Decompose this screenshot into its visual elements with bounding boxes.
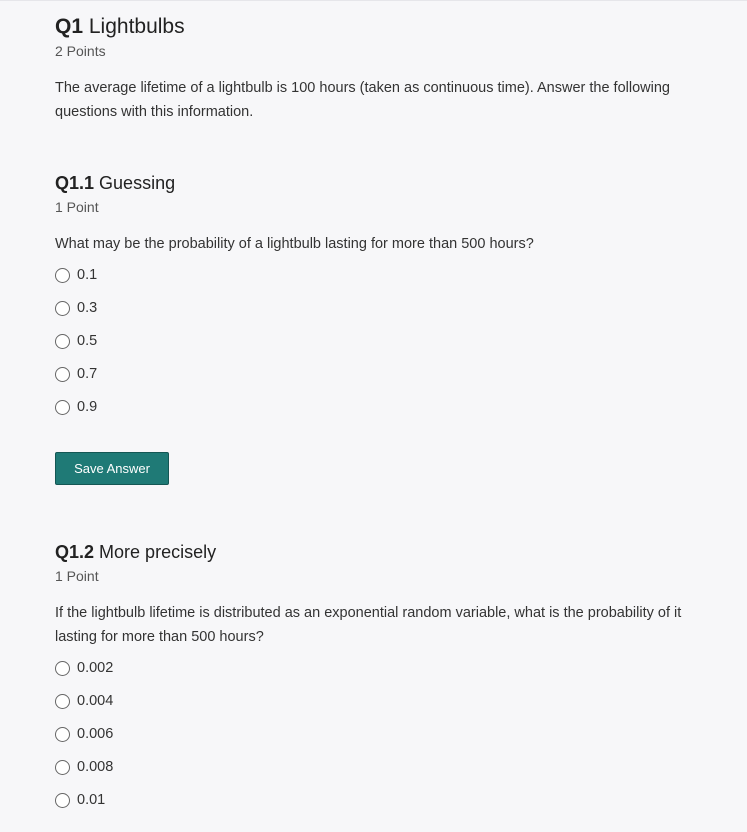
- subquestion-number: Q1.2: [55, 542, 95, 562]
- radio-button[interactable]: [55, 268, 70, 283]
- subquestion-points: 1 Point: [55, 199, 99, 215]
- subquestion-points: 1 Point: [55, 568, 99, 584]
- radio-button[interactable]: [55, 400, 70, 415]
- subquestion-title: [55, 173, 175, 194]
- question-number: Q1: [55, 15, 84, 38]
- subquestion-name: More precisely: [99, 542, 217, 562]
- radio-button[interactable]: [55, 793, 70, 808]
- answer-option-label: 0.002: [77, 660, 114, 676]
- radio-button[interactable]: [55, 727, 70, 742]
- question-title: [55, 15, 185, 39]
- subquestion-prompt: If the lightbulb lifetime is distributed as an exponential random variable, what is the probability of it lasting for more than 500 hours?: [55, 605, 682, 645]
- answer-option[interactable]: [55, 658, 113, 678]
- radio-button[interactable]: [55, 367, 70, 382]
- question-name: Lightbulbs: [88, 15, 185, 38]
- radio-button[interactable]: [55, 301, 70, 316]
- answer-option-label: 0.9: [77, 399, 98, 415]
- answer-option-label: 0.004: [77, 693, 114, 709]
- answer-option[interactable]: [55, 364, 97, 384]
- answer-option-label: 0.008: [77, 759, 114, 775]
- save-answer-button[interactable]: Save Answer: [55, 452, 169, 485]
- radio-button[interactable]: [55, 334, 70, 349]
- answer-option[interactable]: [55, 298, 97, 318]
- answer-option-label: 0.1: [77, 267, 98, 283]
- answer-option[interactable]: [55, 397, 97, 417]
- radio-button[interactable]: [55, 661, 70, 676]
- question-points: 2 Points: [55, 43, 106, 59]
- answer-option-label: 0.3: [77, 300, 98, 316]
- radio-button[interactable]: [55, 694, 70, 709]
- question-description: The average lifetime of a lightbulb is 100 hours (taken as continuous time). Answer the following questions with this information.: [55, 80, 670, 120]
- answer-option-label: 0.5: [77, 333, 98, 349]
- subquestion-prompt: What may be the probability of a lightbulb lasting for more than 500 hours?: [55, 236, 534, 252]
- answer-option[interactable]: [55, 265, 97, 285]
- answer-option[interactable]: [55, 724, 113, 744]
- subquestion-name: Guessing: [99, 173, 176, 193]
- answer-option-label: 0.01: [77, 792, 106, 808]
- answer-option[interactable]: [55, 331, 97, 351]
- answer-option[interactable]: [55, 790, 105, 810]
- answer-option[interactable]: [55, 757, 113, 777]
- subquestion-title: [55, 542, 216, 563]
- subquestion-number: Q1.1: [55, 173, 95, 193]
- answer-option-label: 0.7: [77, 366, 98, 382]
- answer-option-label: 0.006: [77, 726, 114, 742]
- radio-button[interactable]: [55, 760, 70, 775]
- answer-option[interactable]: [55, 691, 113, 711]
